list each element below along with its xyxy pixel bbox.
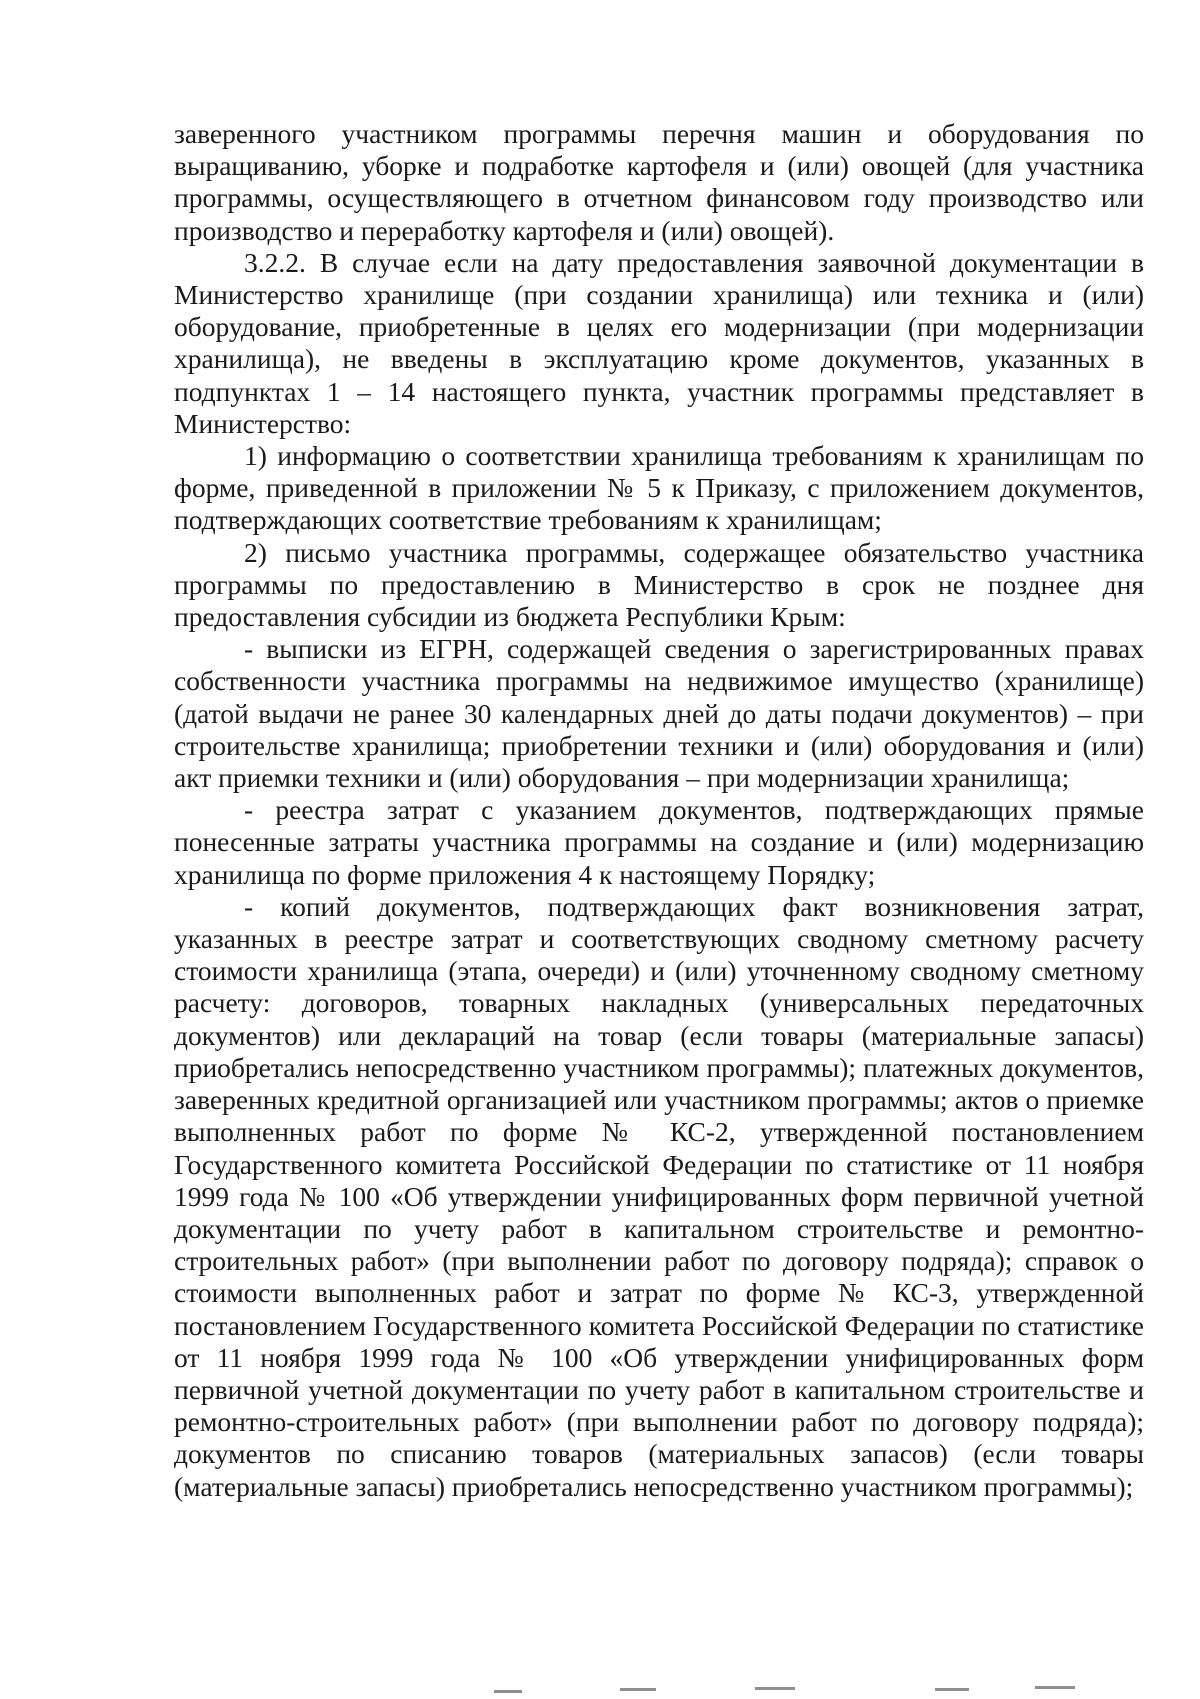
document-body (174, 118, 1144, 1503)
paragraph-section-3-2-2: 3.2.2. В случае если на дату предоставления заявочной документации в Министерство хранилище (при создании хранилища) или техника и (или) оборудование, приобретенные в целях его модернизации (при модернизации хранилища), не введены в эксплуатацию кроме документов, указанных в подпунктах 1 – 14 настоящего пункта, участник программы представляет в Министерство: (174, 246, 1144, 439)
scan-artifact (755, 1687, 795, 1690)
scan-artifact (494, 1690, 522, 1693)
scan-artifact (1035, 1686, 1075, 1689)
paragraph-item-2: 2) письмо участника программы, содержащее обязательство участника программы по предоставлению в Министерство в срок не позднее дня предоставления субсидии из бюджета Республики Крым: (174, 536, 1144, 633)
scan-artifact (620, 1688, 656, 1691)
paragraph-item-1: 1) информацию о соответствии хранилища требованиям к хранилищам по форме, приведенной в приложении № 5 к Приказу, с приложением документов, подтверждающих соответствие требованиям к хранилищам; (174, 440, 1144, 536)
paragraph-continuation: заверенного участником программы перечня машин и оборудования по выращиванию, уборке и подработке картофеля и (или) овощей (для участника программы, осуществляющего в отчетном финансовом году производство или производство и переработку картофеля и (или) овощей). (174, 118, 1144, 246)
paragraph-cost-register: - реестра затрат с указанием документов, подтверждающих прямые понесенные затраты участника программы на создание и (или) модернизацию хранилища по форме приложения 4 к настоящему Порядку; (174, 794, 1144, 890)
scan-artifact (935, 1688, 969, 1691)
paragraph-egrn-extract: - выписки из ЕГРН, содержащей сведения о зарегистрированных правах собственности участника программы на недвижимое имущество (хранилище) (датой выдачи не ранее 30 календарных дней до даты подачи документов) – при строительстве хранилища; приобретении техники и (или) оборудования и (или) акт приемки техники и (или) оборудования – при модернизации хранилища; (174, 633, 1144, 794)
paragraph-document-copies: - копий документов, подтверждающих факт возникновения затрат, указанных в реестре затрат и соответствующих сводному сметному расчету стоимости хранилища (этапа, очереди) и (или) уточненному сводному сметному расчету: договоров, товарных накладных (универсальных передаточных документов) или деклараций на товар (если товары (материальные запасы) приобретались непосредственно участником программы); платежных документов, заверенных кредитной организацией или участником программы; актов о приемке выполненных работ по форме № КС-2, утвержденной постановлением Государственного комитета Российской Федерации по статистике от 11 ноября 1999 года № 100 «Об утверждении унифицированных форм первичной учетной документации по учету работ в капитальном строительстве и ремонтно-строительных работ» (при выполнении работ по договору подряда); справок о стоимости выполненных работ и затрат по форме № КС-3, утвержденной постановлением Государственного комитета Российской Федерации по статистике от 11 ноября 1999 года № 100 «Об утверждении унифицированных форм первичной учетной документации по учету работ в капитальном строительстве и ремонтно-строительных работ» (при выполнении работ по договору подряда); документов по списанию товаров (материальных запасов) (если товары (материальные запасы) приобретались непосредственно участником программы); (174, 890, 1144, 1502)
